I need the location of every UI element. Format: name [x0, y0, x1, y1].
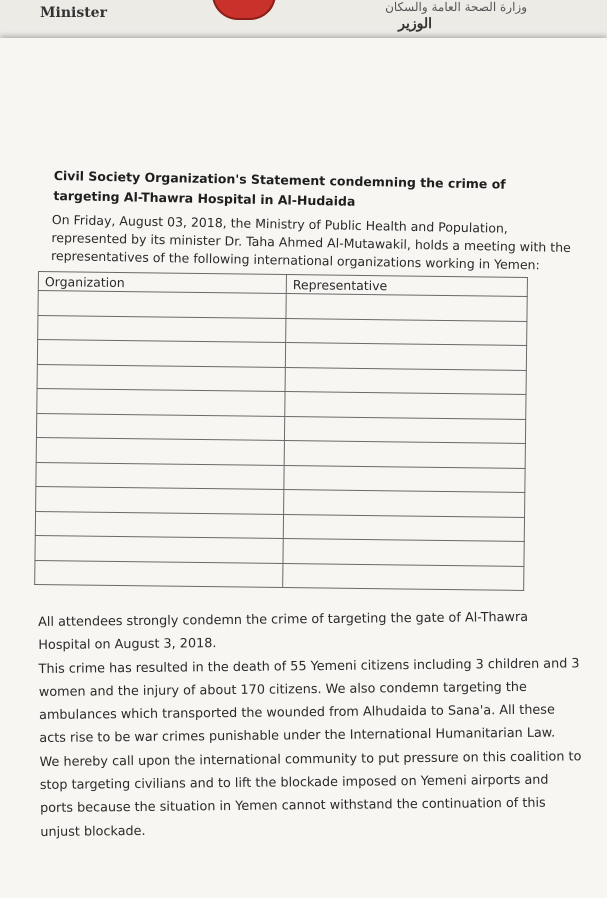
organization-cell: [35, 560, 283, 588]
representative-cell: [283, 563, 524, 590]
column-header-representative: Representative: [286, 275, 527, 297]
organization-cell: [36, 437, 284, 465]
letterhead-arabic-minister: الوزير: [398, 16, 432, 32]
organization-cell: [37, 364, 285, 392]
representative-cell: [283, 539, 524, 566]
representative-cell: [284, 490, 525, 517]
organization-cell: [36, 413, 284, 441]
organization-cell: [36, 462, 284, 490]
letterhead-minister-label: Minister: [40, 5, 107, 21]
column-header-organization: Organization: [38, 272, 286, 294]
representative-cell: [285, 343, 526, 370]
representative-cell: [286, 294, 527, 321]
letterhead-arabic-ministry: وزارة الصحة العامة والسكان: [385, 0, 527, 14]
organization-cell: [36, 486, 284, 514]
representative-cell: [283, 514, 524, 541]
statement-paragraph-appeal: We hereby call upon the international community to put pressure on this coalition to stop targeting civilians and to lift the blockade imposed on Yemeni airports and ports because the situation in Yemen cannot withstand the continuation of this unjust blockade.: [39, 749, 582, 840]
representative-cell: [286, 318, 527, 345]
organization-cell: [37, 388, 285, 416]
table-row: [35, 560, 524, 590]
organization-cell: [38, 315, 286, 343]
representative-cell: [284, 465, 525, 492]
representative-cell: [284, 416, 525, 443]
statement-page: [0, 38, 607, 898]
attendees-table: [34, 271, 528, 591]
statement-intro: On Friday, August 03, 2018, the Ministry of Public Health and Population, represented by its minister Dr. Taha Ahmed Al-Mutawakil, holds a meeting with the representatives of the following international organizations working in Yemen:: [51, 211, 571, 273]
statement-title: Civil Society Organization's Statement condemning the crime of targeting Al-Thawra Hospital in Al-Hudaida: [53, 167, 506, 209]
representative-cell: [285, 367, 526, 394]
representative-cell: [285, 392, 526, 419]
representative-cell: [284, 441, 525, 468]
organization-cell: [37, 340, 285, 368]
ministry-emblem-icon: [212, 0, 276, 20]
statement-paragraph-casualties: This crime has resulted in the death of 55 Yemeni citizens including 3 children and 3 women and the injury of about 170 citizens. We also condemn targeting the ambulances which transported the wounded from Alhudaida to Sana'a. All these acts rise to be war crimes punishable under the International Humanitarian Law.: [38, 655, 580, 747]
statement-body: [38, 605, 585, 844]
organization-cell: [35, 511, 283, 539]
statement-paragraph-condemn: All attendees strongly condemn the crime of targeting the gate of Al-Thawra Hospital on August 3, 2018.: [38, 609, 529, 654]
organization-cell: [35, 535, 283, 563]
organization-cell: [38, 291, 286, 319]
